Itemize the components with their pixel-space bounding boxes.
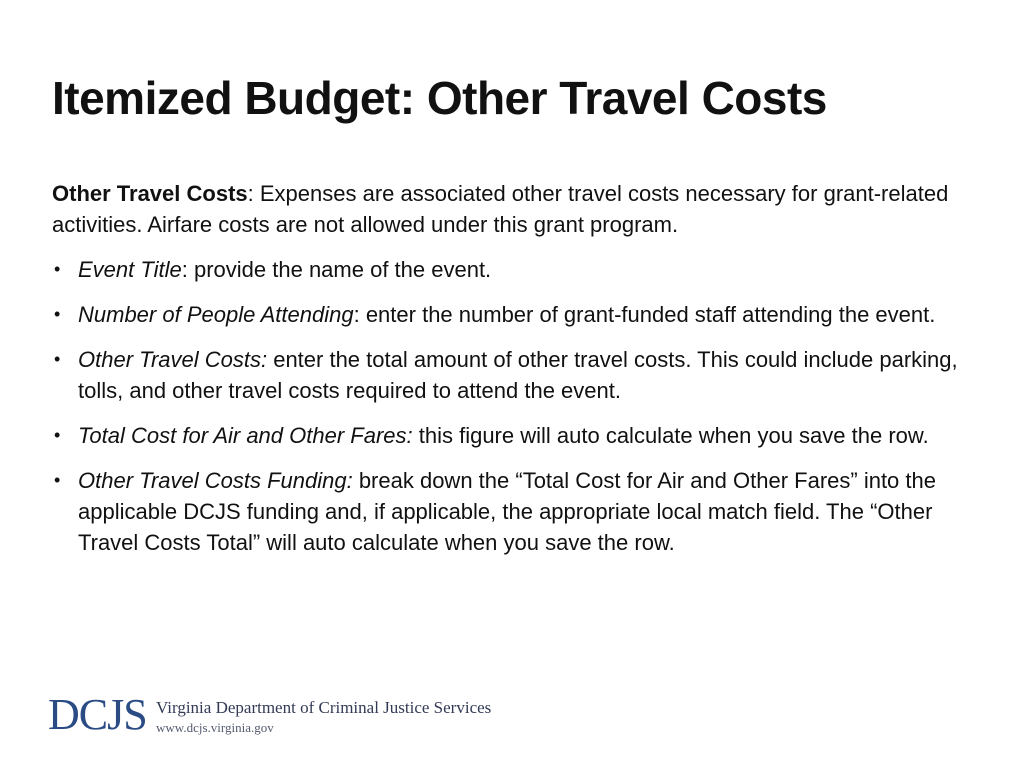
bullet-icon: • — [54, 349, 61, 369]
bullet-icon: • — [54, 470, 61, 490]
intro-term: Other Travel Costs — [52, 181, 248, 206]
intro-text: : Expenses are associated other travel costs necessary for grant-related activities. Airfare costs are not allowed under this grant program. — [52, 181, 949, 237]
bullet-term: Total Cost for Air and Other Fares: — [78, 423, 413, 448]
footer-logo — [48, 690, 508, 750]
bullet-icon: • — [54, 304, 61, 324]
bullet-text: enter the total amount of other travel costs. This could include parking, tolls, and other travel costs required to attend the event. — [78, 347, 958, 403]
bullet-list — [52, 254, 982, 558]
bullet-text: : provide the name of the event. — [181, 257, 492, 282]
bullet-item-other-travel-costs — [52, 344, 982, 406]
organization-url: www.dcjs.virginia.gov — [156, 720, 274, 735]
bullet-term: Event Title — [78, 257, 182, 282]
organization-name: Virginia Department of Criminal Justice Services — [156, 698, 492, 717]
bullet-text: this figure will auto calculate when you save the row. — [412, 423, 929, 448]
bullet-term: Number of People Attending — [78, 302, 354, 327]
bullet-term: Other Travel Costs Funding: — [78, 468, 353, 493]
bullet-icon: • — [54, 425, 61, 445]
bullet-term: Other Travel Costs: — [78, 347, 268, 372]
bullet-item-people-attending — [52, 299, 982, 330]
bullet-item-total-cost — [52, 420, 982, 451]
bullet-item-costs-funding — [52, 465, 982, 558]
bullet-text: break down the “Total Cost for Air and Other Fares” into the applicable DCJS funding and, if applicable, the appropriate local match field. The “Other Travel Costs Total” will auto calculate when you save the row. — [78, 468, 936, 555]
bullet-item-event-title — [52, 254, 982, 285]
dcjs-logo: DCJS — [48, 690, 147, 739]
intro-paragraph — [52, 178, 982, 240]
slide-title: Itemized Budget: Other Travel Costs — [52, 72, 827, 124]
slide-body — [52, 178, 982, 572]
bullet-text: : enter the number of grant-funded staff attending the event. — [353, 302, 936, 327]
bullet-icon: • — [54, 259, 61, 279]
